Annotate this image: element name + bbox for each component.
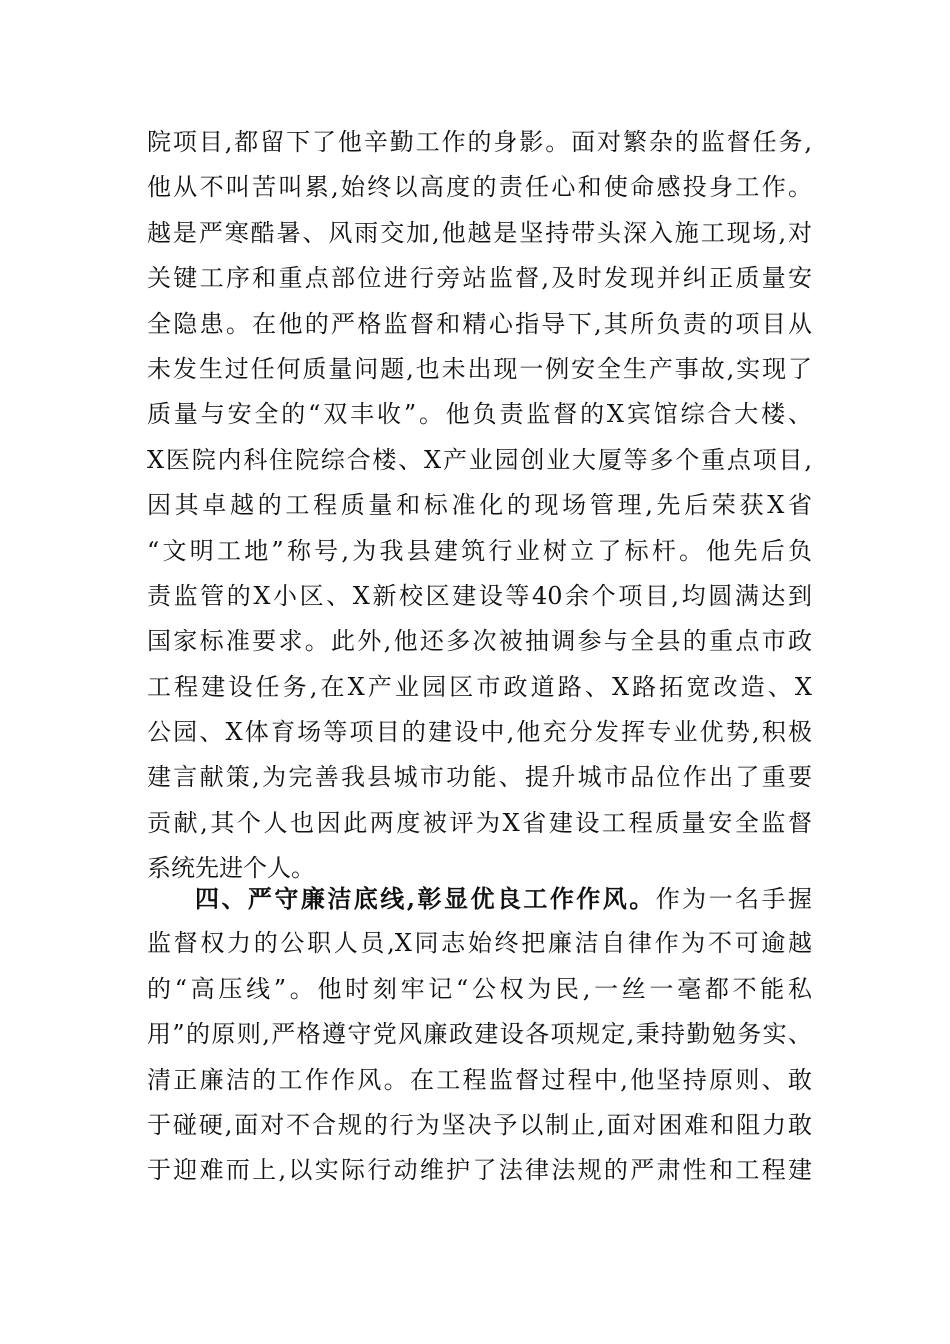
paragraph-line: X医院内科住院综合楼、X产业园创业大厦等多个重点项目, (147, 445, 812, 474)
paragraph-line: 的“高压线”。他时刻牢记“公权为民,一丝一毫都不能私 (147, 974, 812, 1003)
paragraph-line-rest: 作为一名手握 (655, 885, 813, 913)
paragraph-line: 系统先进个人。 (147, 854, 315, 883)
paragraph-line: 国家标准要求。此外,他还多次被抽调参与全县的重点市政 (147, 627, 812, 656)
paragraph-line: 于迎难而上,以实际行动维护了法律法规的严肃性和工程建 (147, 1156, 812, 1185)
paragraph-line: 因其卓越的工程质量和标准化的现场管理,先后荣获X省 (147, 491, 812, 520)
paragraph-line: 工程建设任务,在X产业园区市政道路、X路拓宽改造、X (147, 672, 812, 701)
paragraph-line: 越是严寒酷暑、风雨交加,他越是坚持带头深入施工现场,对 (147, 218, 812, 247)
paragraph-line: 责监管的X小区、X新校区建设等40余个项目,均圆满达到 (147, 581, 812, 610)
paragraph-line: “文明工地”称号,为我县建筑行业树立了标杆。他先后负 (147, 536, 812, 565)
paragraph-line: 公园、X体育场等项目的建设中,他充分发挥专业优势,积极 (147, 718, 812, 747)
paragraph-line: 贡献,其个人也因此两度被评为X省建设工程质量安全监督 (147, 808, 812, 837)
paragraph-first-line (147, 876, 812, 921)
paragraph-line: 监督权力的公职人员,X同志始终把廉洁自律作为不可逾越 (147, 929, 812, 958)
paragraph-line: 用”的原则,严格遵守党风廉政建设各项规定,秉持勤勉务实、 (147, 1020, 812, 1049)
paragraph-integrity (147, 876, 812, 1194)
paragraph-line: 于碰硬,面对不合规的行为坚决予以制止,面对困难和阻力敢 (147, 1110, 812, 1139)
paragraph-line: 院项目,都留下了他辛勤工作的身影。面对繁杂的监督任务, (147, 128, 812, 156)
paragraph-line: 清正廉洁的工作作风。在工程监督过程中,他坚持原则、敢 (147, 1065, 812, 1094)
paragraph-line: 未发生过任何质量问题,也未出现一例安全生产事故,实现了 (147, 354, 812, 383)
section-heading: 四、严守廉洁底线,彰显优良工作作风。 (195, 884, 656, 913)
paragraph-line: 建言献策,为完善我县城市功能、提升城市品位作出了重要 (147, 763, 812, 792)
paragraph-project-supervision (147, 120, 812, 892)
paragraph-line: 关键工序和重点部位进行旁站监督,及时发现并纠正质量安 (147, 264, 812, 293)
paragraph-line: 他从不叫苦叫累,始终以高度的责任心和使命感投身工作。 (147, 173, 812, 202)
paragraph-line: 全隐患。在他的严格监督和精心指导下,其所负责的项目从 (147, 309, 812, 338)
paragraph-line: 质量与安全的“双丰收”。他负责监督的X宾馆综合大楼、 (147, 400, 812, 429)
